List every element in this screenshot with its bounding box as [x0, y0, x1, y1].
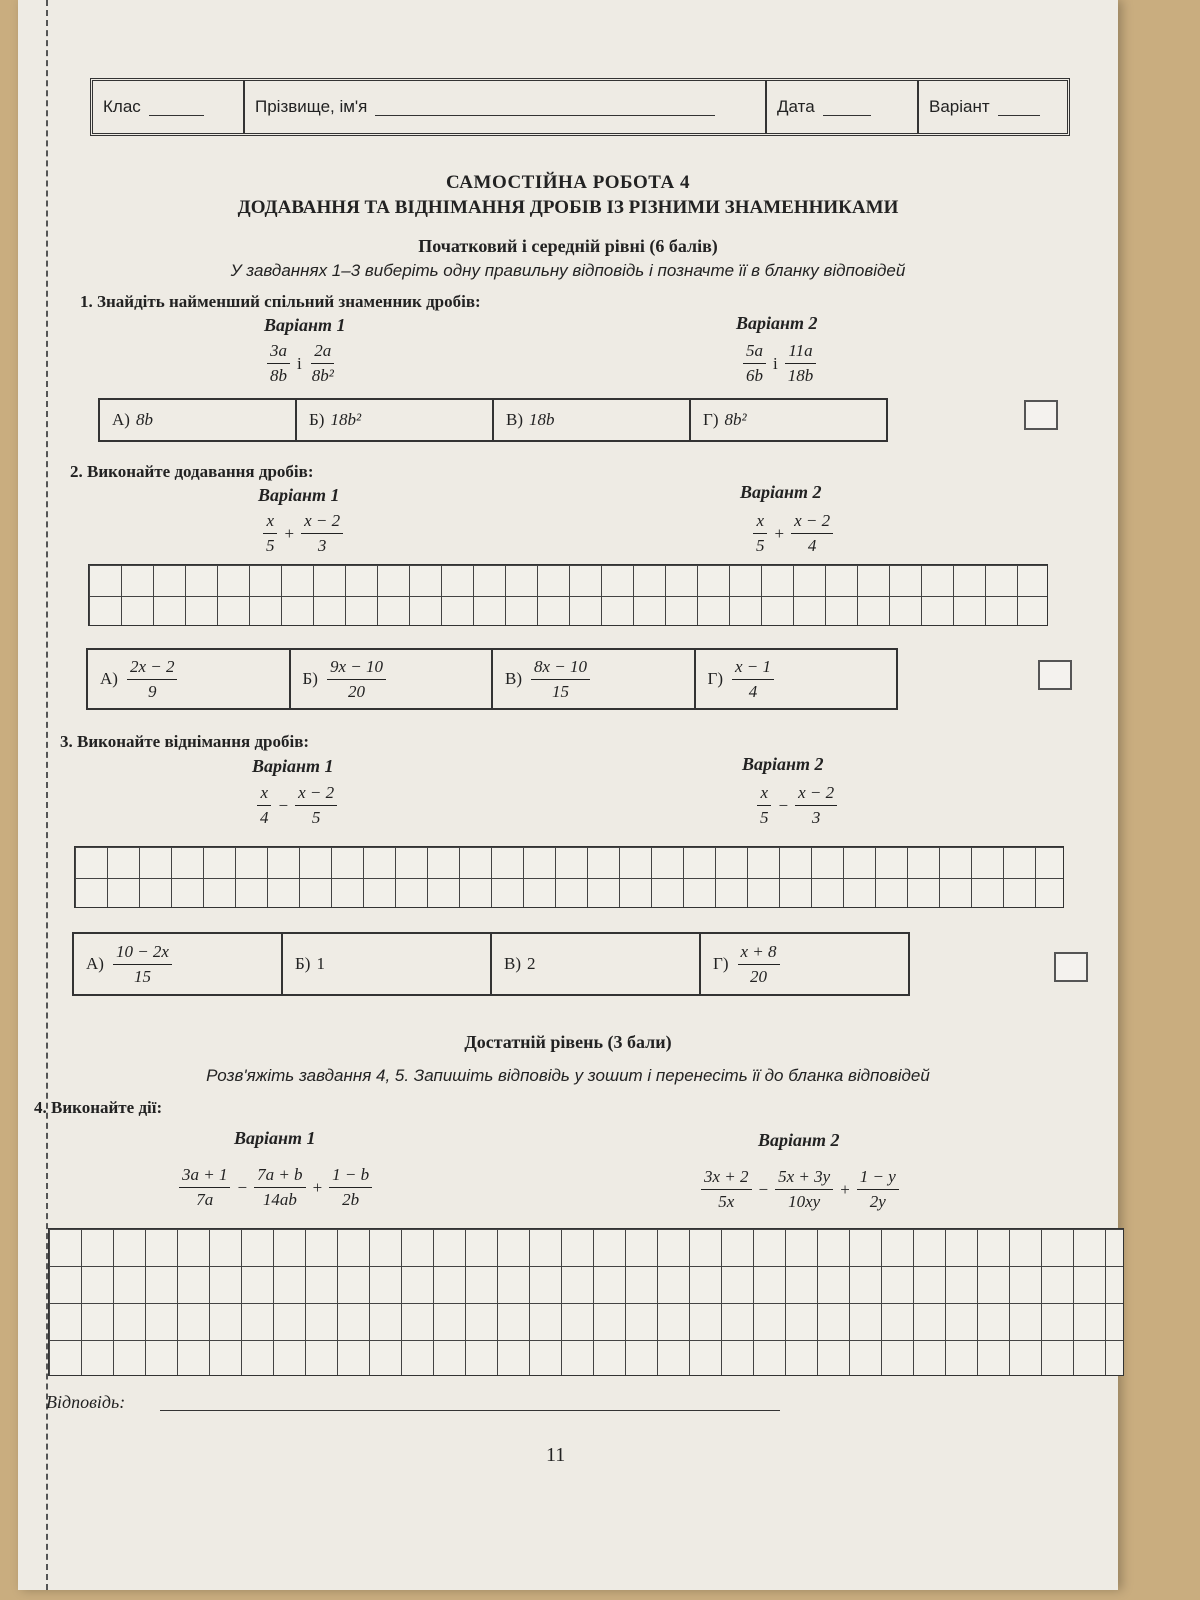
- date-blank[interactable]: [823, 99, 871, 116]
- conjunction: і: [297, 353, 302, 373]
- task2-variant2-expression: [750, 510, 836, 557]
- fraction: [127, 656, 178, 703]
- numerator: 3x + 2: [701, 1166, 752, 1190]
- operator: +: [774, 523, 785, 543]
- denominator: 9: [147, 681, 157, 701]
- fraction: [329, 1164, 372, 1211]
- task4-variant2-expression: [698, 1166, 902, 1213]
- task2-answer-checkbox[interactable]: [1038, 660, 1072, 690]
- task3-variant1-label: Варіант 1: [252, 756, 334, 776]
- task2-option-c[interactable]: [493, 650, 696, 708]
- task4-variant2-label: Варіант 2: [758, 1130, 840, 1150]
- denominator: 14ab: [262, 1190, 297, 1209]
- numerator: 3a: [267, 340, 290, 364]
- denominator: 20: [347, 681, 365, 701]
- class-label: Клас: [103, 97, 141, 116]
- fraction: [743, 340, 766, 387]
- option-letter: Г): [703, 410, 719, 429]
- task2-answer-options: [86, 648, 898, 710]
- option-letter: Б): [295, 954, 311, 973]
- task1-variant1-label: Варіант 1: [264, 315, 346, 335]
- task1-variant1-expression: [264, 340, 340, 387]
- denominator: 3: [811, 808, 821, 827]
- fraction: [795, 782, 837, 829]
- numerator: 5a: [743, 340, 766, 364]
- name-field[interactable]: [245, 81, 767, 133]
- numerator: x − 2: [301, 510, 343, 534]
- option-value: 8b²: [724, 410, 747, 429]
- fraction: [791, 510, 833, 557]
- option-letter: В): [505, 669, 522, 688]
- numerator: 9x − 10: [327, 656, 386, 680]
- task4-text: 4. Виконайте дії:: [34, 1098, 163, 1117]
- level1-instruction: У завданнях 1–3 виберіть одну правильну відповідь і позначте її в бланку відповідей: [230, 261, 906, 280]
- denominator: 10xy: [788, 1192, 821, 1211]
- operator: −: [278, 795, 289, 815]
- numerator: 11a: [785, 340, 815, 364]
- numerator: 7a + b: [254, 1164, 305, 1188]
- fraction: [701, 1166, 752, 1213]
- fraction: [301, 510, 343, 557]
- denominator: 5: [266, 536, 275, 555]
- task4-variant1-expression: [176, 1164, 375, 1211]
- fraction: [531, 656, 590, 703]
- level1-heading: Початковий і середній рівні (6 балів): [418, 236, 718, 256]
- worksheet-page: [18, 0, 1118, 1590]
- fraction: [257, 782, 272, 829]
- numerator: 2a: [311, 340, 334, 364]
- task3-answer-options: [72, 932, 910, 996]
- denominator: 2b: [342, 1190, 360, 1209]
- page-number: 11: [546, 1444, 566, 1466]
- fraction: [309, 340, 337, 387]
- task1-option-a[interactable]: [100, 400, 297, 440]
- task1-option-b[interactable]: [297, 400, 494, 440]
- operator: +: [840, 1179, 850, 1199]
- task1-option-d[interactable]: [691, 400, 886, 440]
- fraction: [254, 1164, 305, 1211]
- worksheet-title: САМОСТІЙНА РОБОТА 4: [446, 172, 690, 193]
- answer-label: Відповідь:: [46, 1392, 126, 1412]
- denominator: 5: [311, 808, 321, 827]
- fraction: [179, 1164, 230, 1211]
- task1-option-c[interactable]: [494, 400, 691, 440]
- date-field[interactable]: [767, 81, 919, 133]
- numerator: 10 − 2x: [113, 941, 172, 965]
- numerator: x − 2: [795, 782, 837, 806]
- denominator: 4: [260, 808, 269, 827]
- option-letter: А): [112, 410, 130, 429]
- operator: −: [758, 1179, 769, 1199]
- task2-variant1-expression: [260, 510, 346, 557]
- conjunction: і: [773, 353, 778, 373]
- task2-text: 2. Виконайте додавання дробів:: [70, 462, 314, 481]
- option-letter: Г): [713, 954, 729, 973]
- fraction: [775, 1166, 833, 1213]
- task2-option-a[interactable]: [88, 650, 291, 708]
- date-label: Дата: [777, 97, 815, 116]
- option-letter: А): [86, 954, 104, 973]
- fraction: [753, 510, 768, 557]
- denominator: 3: [317, 536, 327, 555]
- denominator: 8b²: [311, 366, 334, 385]
- operator: +: [312, 1177, 323, 1197]
- task1-answer-checkbox[interactable]: [1024, 400, 1058, 430]
- numerator: x − 2: [791, 510, 833, 534]
- task3-option-c[interactable]: [492, 934, 701, 994]
- task3-work-grid[interactable]: [74, 846, 1064, 908]
- fraction: [785, 340, 817, 387]
- task2-work-grid[interactable]: [88, 564, 1048, 626]
- denominator: 20: [750, 966, 768, 986]
- numerator: 5x + 3y: [775, 1166, 833, 1190]
- task3-option-a[interactable]: [74, 934, 283, 994]
- denominator: 5: [760, 808, 769, 827]
- option-letter: В): [506, 410, 523, 429]
- fraction: [757, 782, 772, 829]
- task2-variant2-label: Варіант 2: [740, 482, 822, 502]
- fraction: [113, 941, 172, 988]
- numerator: 1 − b: [329, 1164, 372, 1188]
- numerator: 3a + 1: [179, 1164, 230, 1188]
- task4-variant1-label: Варіант 1: [234, 1128, 316, 1148]
- option-value: 8b: [135, 410, 153, 429]
- task2-variant1-label: Варіант 1: [258, 485, 340, 505]
- numerator: x + 8: [738, 941, 780, 965]
- fraction: [857, 1166, 899, 1213]
- class-field[interactable]: [93, 81, 245, 133]
- denominator: 4: [807, 536, 817, 555]
- numerator: x: [257, 782, 271, 806]
- task1-variant2-expression: [740, 340, 819, 387]
- denominator: 5: [756, 536, 765, 555]
- numerator: x: [753, 510, 767, 534]
- option-letter: Б): [302, 669, 318, 688]
- task3-variant2-label: Варіант 2: [742, 754, 824, 774]
- numerator: 1 − y: [857, 1166, 899, 1190]
- denominator: 4: [748, 681, 758, 701]
- task4-work-grid[interactable]: [48, 1228, 1124, 1376]
- class-blank[interactable]: [149, 99, 204, 116]
- denominator: 15: [133, 966, 151, 986]
- worksheet-subtitle: ДОДАВАННЯ ТА ВІДНІМАННЯ ДРОБІВ ІЗ РІЗНИМИ ЗНАМЕННИКАМИ: [237, 197, 899, 218]
- task3-variant1-expression: [254, 782, 340, 829]
- fraction: [263, 510, 278, 557]
- operator: −: [778, 795, 789, 815]
- numerator: 8x − 10: [531, 656, 590, 680]
- task3-variant2-expression: [754, 782, 840, 829]
- task3-option-b[interactable]: [283, 934, 492, 994]
- name-blank[interactable]: [375, 99, 715, 116]
- numerator: x − 2: [295, 782, 337, 806]
- option-value: 18b: [529, 410, 555, 429]
- numerator: x − 1: [732, 656, 774, 680]
- fraction: [738, 941, 780, 988]
- numerator: x: [757, 782, 771, 806]
- option-letter: Б): [309, 410, 325, 429]
- operator: −: [237, 1177, 248, 1197]
- fraction: [327, 656, 386, 703]
- variant-label: Варіант: [929, 97, 990, 116]
- denominator: 8b: [270, 366, 287, 385]
- option-letter: В): [504, 954, 521, 973]
- fraction: [295, 782, 337, 829]
- denominator: 2y: [869, 1192, 886, 1211]
- denominator: 7a: [196, 1190, 214, 1209]
- task1-answer-options: [98, 398, 888, 442]
- variant-field[interactable]: [919, 81, 1067, 133]
- fraction: [732, 656, 774, 703]
- fraction: [267, 340, 290, 387]
- variant-blank[interactable]: [998, 99, 1040, 116]
- name-label: Прізвище, ім'я: [255, 97, 368, 116]
- option-value: 1: [316, 954, 325, 973]
- task1-variant2-label: Варіант 2: [736, 313, 818, 333]
- answer-line[interactable]: [160, 1410, 780, 1411]
- denominator: 18b: [787, 366, 814, 385]
- task1-text: 1. Знайдіть найменший спільний знаменник дробів:: [80, 292, 481, 311]
- numerator: x: [263, 510, 277, 534]
- task2-option-b[interactable]: [291, 650, 494, 708]
- option-letter: Г): [707, 669, 723, 688]
- option-value: 2: [527, 954, 536, 973]
- task3-text: 3. Виконайте віднімання дробів:: [60, 732, 310, 751]
- task2-option-d[interactable]: [696, 650, 897, 708]
- denominator: 5x: [718, 1192, 735, 1211]
- numerator: 2x − 2: [127, 656, 178, 680]
- student-header: [90, 78, 1070, 136]
- level2-heading: Достатній рівень (3 бали): [464, 1032, 672, 1052]
- denominator: 6b: [746, 366, 763, 385]
- option-value: 18b²: [330, 410, 362, 429]
- task3-answer-checkbox[interactable]: [1054, 952, 1088, 982]
- level2-instruction: Розв'яжіть завдання 4, 5. Запишіть відповідь у зошит і перенесіть її до бланка відповідей: [206, 1066, 930, 1085]
- denominator: 15: [552, 681, 570, 701]
- operator: +: [284, 523, 295, 543]
- task3-option-d[interactable]: [701, 934, 908, 994]
- option-letter: А): [100, 669, 118, 688]
